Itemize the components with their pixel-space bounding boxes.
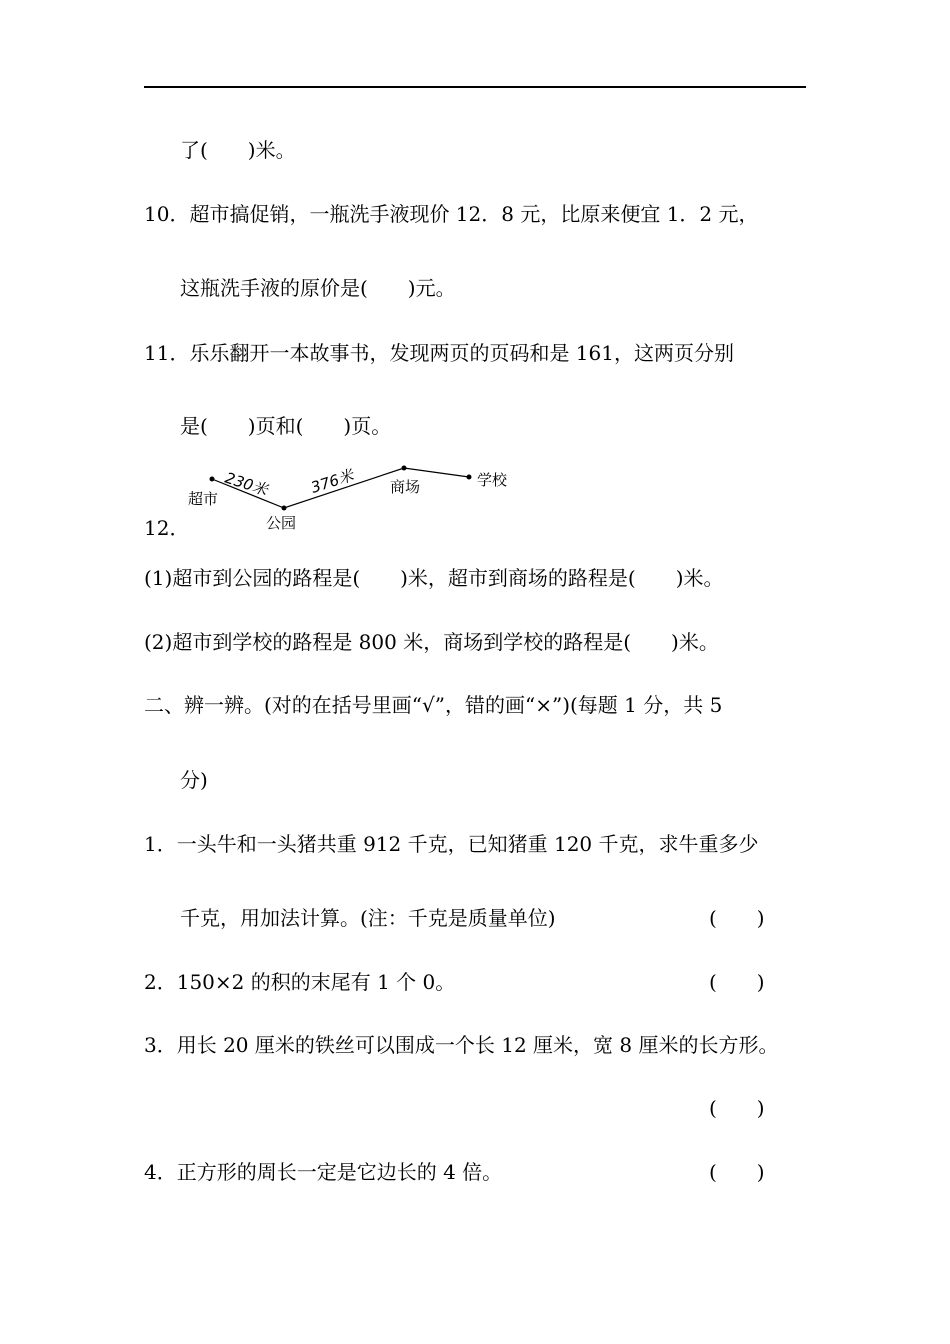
- judge3: 3．用长 20 厘米的铁丝可以围成一个长 12 厘米，宽 8 厘米的长方形。: [144, 1033, 779, 1057]
- school-point: [467, 475, 472, 480]
- q11-line2: 是( )页和( )页。: [180, 414, 392, 438]
- park-label: 公园: [266, 514, 297, 532]
- school-label: 学校: [477, 471, 508, 489]
- q11-line1: 11．乐乐翻开一本故事书，发现两页的页码和是 161，这两页分别: [144, 341, 734, 365]
- mall-label: 商场: [390, 478, 421, 496]
- supermarket-point: [210, 477, 215, 482]
- distance-2-label: 376米: [308, 466, 356, 497]
- judge1-line2: 千克，用加法计算。(注：千克是质量单位): [180, 906, 556, 930]
- q12-sub2: (2)超市到学校的路程是 800 米，商场到学校的路程是( )米。: [144, 630, 719, 654]
- judge4-answer: ( ): [709, 1160, 765, 1184]
- supermarket-label: 超市: [188, 490, 219, 508]
- park-point: [282, 506, 287, 511]
- judge3-answer: ( ): [709, 1096, 765, 1120]
- mall-point: [402, 466, 407, 471]
- route-diagram: [180, 455, 520, 535]
- q10-line2: 这瓶洗手液的原价是( )元。: [180, 276, 456, 300]
- distance-1-label: 230米: [222, 468, 270, 500]
- judge2-answer: ( ): [709, 970, 765, 994]
- q12-number: 12．: [144, 516, 190, 540]
- judge2: 2．150×2 的积的末尾有 1 个 0。: [144, 970, 456, 994]
- q9-tail: 了( )米。: [180, 138, 296, 162]
- q10-line1: 10．超市搞促销，一瓶洗手液现价 12．8 元，比原来便宜 1．2 元，: [144, 202, 759, 226]
- section2-heading-line2: 分): [180, 768, 208, 792]
- header-rule: [144, 86, 806, 88]
- judge4: 4．正方形的周长一定是它边长的 4 倍。: [144, 1160, 503, 1184]
- section2-heading-line1: 二、辨一辨。(对的在括号里画“√”，错的画“×”)(每题 1 分，共 5: [144, 693, 723, 717]
- q12-sub1: (1)超市到公园的路程是( )米，超市到商场的路程是( )米。: [144, 566, 724, 590]
- judge1-line1: 1．一头牛和一头猪共重 912 千克，已知猪重 120 千克，求牛重多少: [144, 832, 759, 856]
- judge1-answer: ( ): [709, 906, 765, 930]
